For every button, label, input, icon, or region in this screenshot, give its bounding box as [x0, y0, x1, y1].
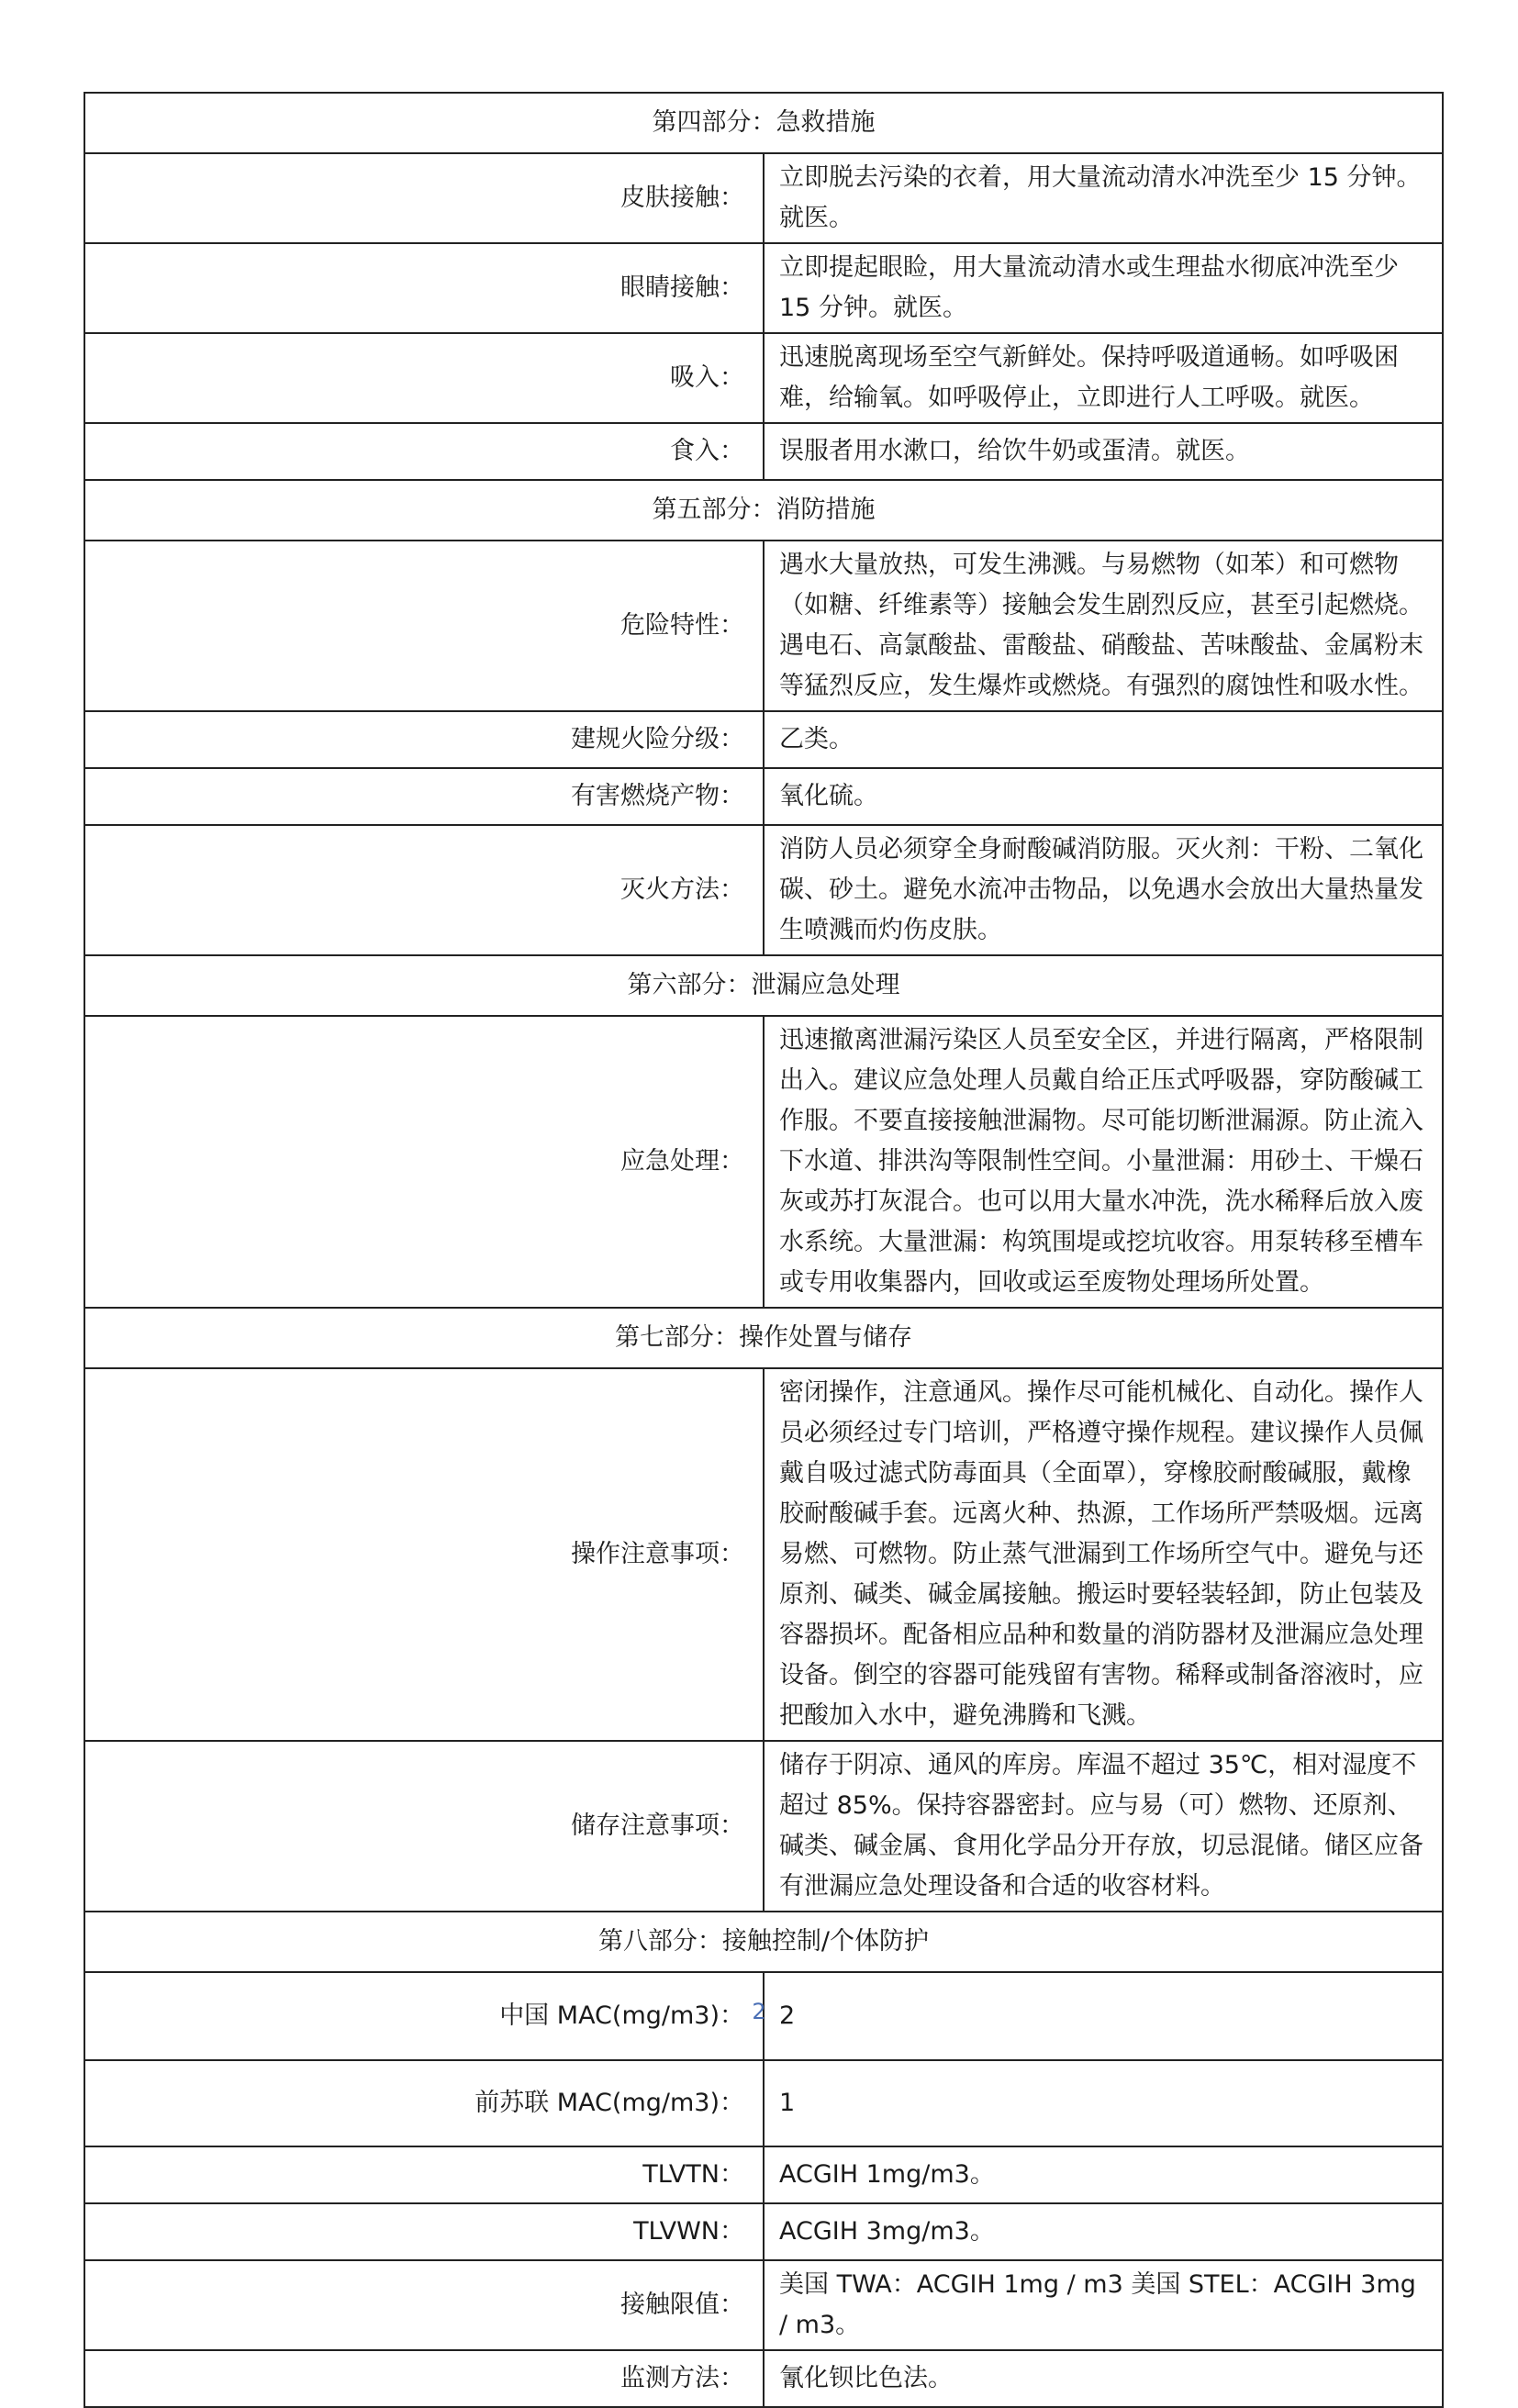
- section-header-handling-storage: [84, 1308, 1443, 1368]
- row-label: 监测方法：: [84, 2350, 764, 2407]
- row-value: 储存于阴凉、通风的库房。库温不超过 35℃，相对湿度不超过 85%。保持容器密封。应与易（可）燃物、还原剂、碱类、碱金属、食用化学品分开存放，切忌混储。储区应备有泄漏应急处理设备和合适的收容材料。: [764, 1741, 1443, 1912]
- table-row: [84, 541, 1443, 711]
- row-value: 误服者用水漱口，给饮牛奶或蛋清。就医。: [764, 423, 1443, 480]
- msds-table: [84, 92, 1444, 2408]
- row-label: 食入：: [84, 423, 764, 480]
- row-label: 眼睛接触：: [84, 243, 764, 333]
- row-label: 吸入：: [84, 333, 764, 423]
- section-header-spill-response: [84, 955, 1443, 1016]
- table-row: [84, 1368, 1443, 1741]
- row-label: 皮肤接触：: [84, 153, 764, 243]
- row-value: ACGIH 1mg/m3。: [764, 2146, 1443, 2203]
- table-row: [84, 423, 1443, 480]
- section-header-first-aid: [84, 93, 1443, 153]
- section-header-exposure-control: [84, 1912, 1443, 1972]
- table-row: [84, 1016, 1443, 1308]
- row-label: 接触限值：: [84, 2260, 764, 2350]
- row-label: 灭火方法：: [84, 825, 764, 955]
- table-row: [84, 825, 1443, 955]
- table-row: [84, 768, 1443, 825]
- section-title: 第六部分：泄漏应急处理: [84, 955, 1443, 1016]
- row-label: TLVTN：: [84, 2146, 764, 2203]
- row-value: 立即提起眼睑，用大量流动清水或生理盐水彻底冲洗至少 15 分钟。就医。: [764, 243, 1443, 333]
- table-row: [84, 2260, 1443, 2350]
- row-label: 有害燃烧产物：: [84, 768, 764, 825]
- table-row: [84, 153, 1443, 243]
- section-title: 第四部分：急救措施: [84, 93, 1443, 153]
- row-value: 迅速撤离泄漏污染区人员至安全区，并进行隔离，严格限制出入。建议应急处理人员戴自给正压式呼吸器，穿防酸碱工作服。不要直接接触泄漏物。尽可能切断泄漏源。防止流入下水道、排洪沟等限制性空间。小量泄漏：用砂土、干燥石灰或苏打灰混合。也可以用大量水冲洗，洗水稀释后放入废水系统。大量泄漏：构筑围堤或挖坑收容。用泵转移至槽车或专用收集器内，回收或运至废物处理场所处置。: [764, 1016, 1443, 1308]
- section-title: 第七部分：操作处置与储存: [84, 1308, 1443, 1368]
- table-row: [84, 2203, 1443, 2260]
- section-header-fire-fighting: [84, 480, 1443, 541]
- row-value: ACGIH 3mg/m3。: [764, 2203, 1443, 2260]
- page-number: 2: [752, 1999, 766, 2024]
- row-value: 密闭操作，注意通风。操作尽可能机械化、自动化。操作人员必须经过专门培训，严格遵守操作规程。建议操作人员佩戴自吸过滤式防毒面具（全面罩），穿橡胶耐酸碱服，戴橡胶耐酸碱手套。远离火种、热源，工作场所严禁吸烟。远离易燃、可燃物。防止蒸气泄漏到工作场所空气中。避免与还原剂、碱类、碱金属接触。搬运时要轻装轻卸，防止包装及容器损坏。配备相应品种和数量的消防器材及泄漏应急处理设备。倒空的容器可能残留有害物。稀释或制备溶液时，应把酸加入水中，避免沸腾和飞溅。: [764, 1368, 1443, 1741]
- row-value: 氧化硫。: [764, 768, 1443, 825]
- row-value: 立即脱去污染的衣着，用大量流动清水冲洗至少 15 分钟。就医。: [764, 153, 1443, 243]
- table-row: [84, 2060, 1443, 2146]
- row-value: 乙类。: [764, 711, 1443, 768]
- table-row: [84, 2146, 1443, 2203]
- row-value: 2: [764, 1972, 1443, 2060]
- row-label: 前苏联 MAC(mg/m3)：: [84, 2060, 764, 2146]
- table-row: [84, 2350, 1443, 2407]
- row-label: 中国 MAC(mg/m3)：: [84, 1972, 764, 2060]
- row-value: 美国 TWA：ACGIH 1mg / m3 美国 STEL：ACGIH 3mg / m3。: [764, 2260, 1443, 2350]
- row-value: 氰化钡比色法。: [764, 2350, 1443, 2407]
- row-label: 应急处理：: [84, 1016, 764, 1308]
- row-label: 储存注意事项：: [84, 1741, 764, 1912]
- row-value: 1: [764, 2060, 1443, 2146]
- table-row: [84, 333, 1443, 423]
- section-title: 第八部分：接触控制/个体防护: [84, 1912, 1443, 1972]
- section-title: 第五部分：消防措施: [84, 480, 1443, 541]
- row-label: 操作注意事项：: [84, 1368, 764, 1741]
- table-row: [84, 711, 1443, 768]
- row-value: 遇水大量放热，可发生沸溅。与易燃物（如苯）和可燃物（如糖、纤维素等）接触会发生剧烈反应，甚至引起燃烧。遇电石、高氯酸盐、雷酸盐、硝酸盐、苦味酸盐、金属粉末等猛烈反应，发生爆炸或燃烧。有强烈的腐蚀性和吸水性。: [764, 541, 1443, 711]
- row-value: 消防人员必须穿全身耐酸碱消防服。灭火剂：干粉、二氧化碳、砂土。避免水流冲击物品，以免遇水会放出大量热量发生喷溅而灼伤皮肤。: [764, 825, 1443, 955]
- table-row: [84, 1741, 1443, 1912]
- table-row: [84, 243, 1443, 333]
- row-value: 迅速脱离现场至空气新鲜处。保持呼吸道通畅。如呼吸困难，给输氧。如呼吸停止，立即进行人工呼吸。就医。: [764, 333, 1443, 423]
- row-label: 建规火险分级：: [84, 711, 764, 768]
- document-page: [84, 92, 1444, 2408]
- row-label: 危险特性：: [84, 541, 764, 711]
- row-label: TLVWN：: [84, 2203, 764, 2260]
